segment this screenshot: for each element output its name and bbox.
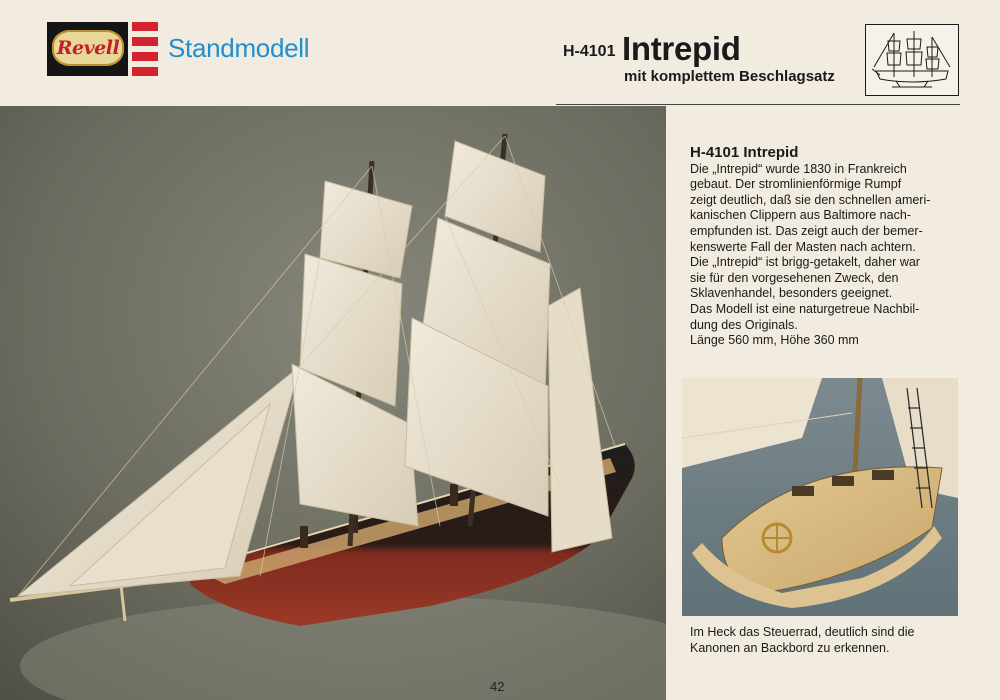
brand-logo-text: Revell — [52, 30, 124, 66]
category-label: Standmodell — [168, 33, 310, 63]
stern-detail-photo — [682, 378, 958, 616]
product-subtitle: mit komplettem Beschlagsatz — [624, 68, 835, 85]
ship-model-photo — [0, 106, 666, 700]
description-line: dung des Originals. — [690, 317, 798, 332]
ship-sketch-icon — [866, 25, 958, 95]
description-line: Länge 560 mm, Höhe 360 mm — [690, 333, 859, 348]
photo-caption — [690, 625, 970, 656]
description-line: gebaut. Der stromlinienförmige Rumpf — [690, 177, 902, 192]
description-heading: H-4101 Intrepid — [690, 144, 799, 161]
description-line: Die „Intrepid“ ist brigg-getakelt, daher war — [690, 255, 920, 270]
description-line: empfunden ist. Das zeigt auch der bemer- — [690, 223, 923, 238]
description-line: Die „Intrepid“ wurde 1830 in Frankreich — [690, 161, 907, 176]
caption-line: Im Heck das Steuerrad, deutlich sind die — [690, 625, 915, 639]
page-number: 42 — [490, 679, 505, 694]
description-line: sie für den vorgesehenen Zweck, den — [690, 270, 899, 285]
product-code: H-4101 — [563, 43, 616, 60]
description-block — [690, 145, 970, 349]
description-line: Sklavenhandel, besonders geeignet. — [690, 286, 893, 301]
description-line: kenswerte Fall der Masten nach achtern. — [690, 239, 916, 254]
description-line: kanischen Clippern aus Baltimore nach- — [690, 208, 911, 223]
ship-thumbnail — [865, 24, 959, 96]
description-line: Das Modell ist eine naturgetreue Nachbil- — [690, 301, 920, 316]
caption-line: Kanonen an Backbord zu erkennen. — [690, 640, 890, 655]
product-title: Intrepid — [622, 30, 741, 67]
description-line: zeigt deutlich, daß sie den schnellen ameri- — [690, 192, 931, 207]
brand-stripes — [132, 22, 158, 76]
header-divider — [556, 104, 960, 105]
